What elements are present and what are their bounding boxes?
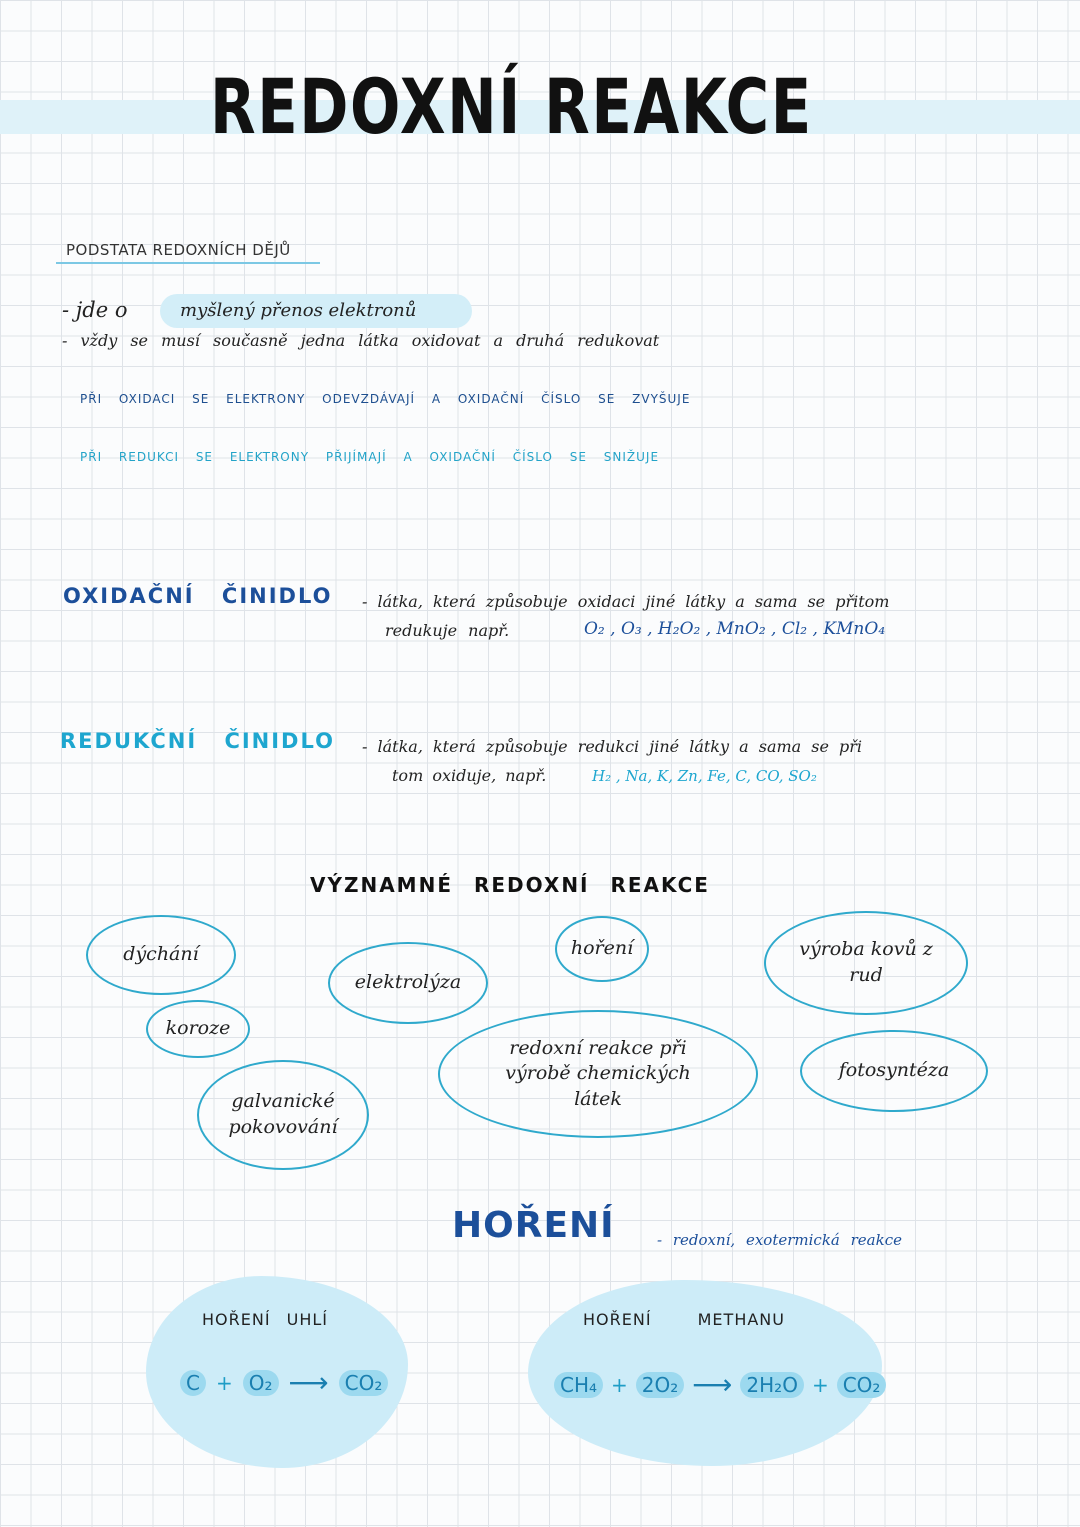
bullet-1-prefix: - jde o xyxy=(62,298,128,322)
coal-plus: + xyxy=(215,1370,233,1395)
bubble-fotosynteza: fotosyntéza xyxy=(800,1030,988,1112)
coal-equation xyxy=(180,1366,388,1399)
combustion-heading: HOŘENÍ xyxy=(452,1205,615,1246)
oxidizing-agent-line-2: redukuje např. xyxy=(385,621,510,640)
oxidizing-agent-line-1: - látka, která způsobuje oxidaci jiné látky a sama se přitom xyxy=(362,592,890,611)
important-reactions-heading: VÝZNAMNÉ REDOXNÍ REAKCE xyxy=(310,873,710,897)
methane-reactant-2: 2O₂ xyxy=(636,1372,684,1398)
methane-equation xyxy=(554,1368,886,1401)
reduction-rule: PŘI REDUKCI SE ELEKTRONY PŘIJÍMAJÍ A OXIDAČNÍ ČÍSLO SE SNIŽUJE xyxy=(80,450,660,464)
bubble-vyroba-kovu: výroba kovů z rud xyxy=(764,911,968,1015)
bullet-2: - vždy se musí současně jedna látka oxidovat a druhá redukovat xyxy=(62,331,660,350)
coal-product-1: CO₂ xyxy=(339,1370,389,1396)
coal-combustion-heading: HOŘENÍ UHLÍ xyxy=(202,1310,328,1329)
oxidation-rule: PŘI OXIDACI SE ELEKTRONY ODEVZDÁVAJÍ A OXIDAČNÍ ČÍSLO SE ZVYŠUJE xyxy=(80,392,691,406)
methane-product-2: CO₂ xyxy=(837,1372,887,1398)
section-underline xyxy=(56,262,320,264)
section-heading-basics: PODSTATA REDOXNÍCH DĚJŮ xyxy=(66,241,291,259)
reducing-agent-line-1: - látka, která způsobuje redukci jiné látky a sama se při xyxy=(362,737,863,756)
bubble-dychani: dýchání xyxy=(86,915,236,995)
reducing-agent-term: REDUKČNÍ ČINIDLO xyxy=(60,729,335,753)
methane-arrow-icon: ⟶ xyxy=(692,1368,733,1401)
bubble-galvanicke: galvanické pokovování xyxy=(197,1060,369,1170)
bubble-koroze: koroze xyxy=(146,1000,250,1058)
combustion-note: - redoxní, exotermická reakce xyxy=(657,1231,902,1249)
reducing-agent-examples: H₂ , Na, K, Zn, Fe, C, CO, SO₂ xyxy=(592,767,817,785)
coal-arrow-icon: ⟶ xyxy=(288,1366,329,1399)
bubble-horeni: hoření xyxy=(555,916,649,982)
oxidizing-agent-term: OXIDAČNÍ ČINIDLO xyxy=(63,584,333,608)
methane-reactant-1: CH₄ xyxy=(554,1372,603,1398)
bullet-1-highlight: myšlený přenos elektronů xyxy=(180,300,417,321)
methane-plus-2: + xyxy=(811,1372,829,1397)
oxidizing-agent-examples: O₂ , O₃ , H₂O₂ , MnO₂ , Cl₂ , KMnO₄ xyxy=(584,619,886,639)
methane-product-1: 2H₂O xyxy=(740,1372,804,1398)
reducing-agent-line-2: tom oxiduje, např. xyxy=(392,766,547,785)
methane-combustion-heading: HOŘENÍ METHANU xyxy=(583,1310,785,1329)
bubble-elektrolyza: elektrolýza xyxy=(328,942,488,1024)
coal-reactant-1: C xyxy=(180,1370,206,1396)
coal-reactant-2: O₂ xyxy=(243,1370,279,1396)
page-title: REDOXNÍ REAKCE xyxy=(210,62,813,151)
methane-plus-1: + xyxy=(611,1372,628,1397)
bubble-redoxni-vyroba: redoxní reakce při výrobě chemických látek xyxy=(438,1010,758,1138)
